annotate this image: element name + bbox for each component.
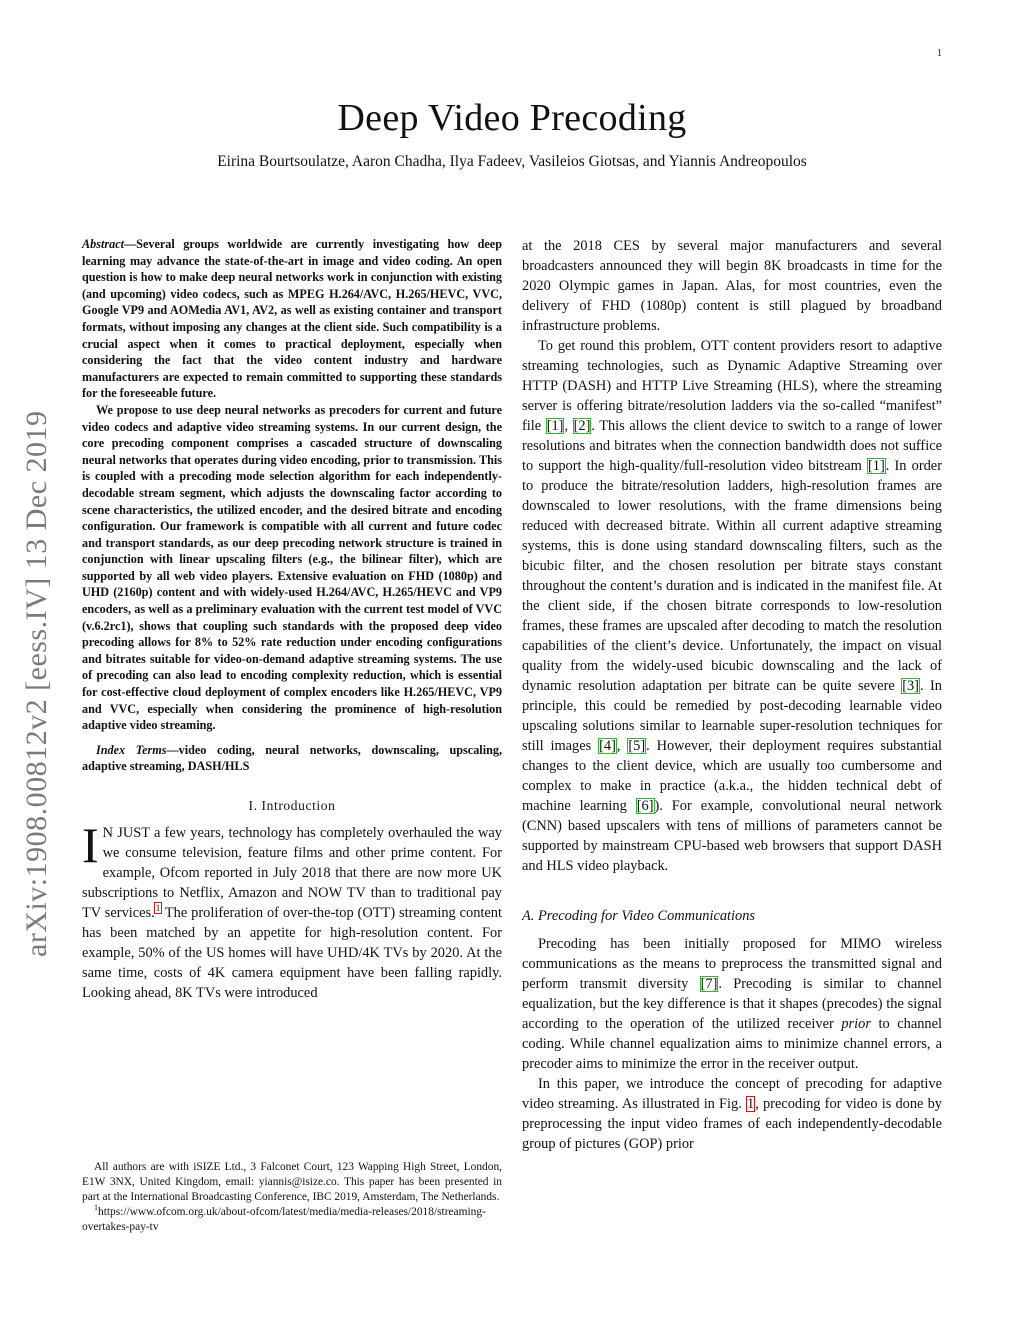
index-terms-label: Index Terms	[96, 742, 167, 757]
citation-link[interactable]: [4]	[599, 738, 616, 754]
footnote-1-url[interactable]: https://www.ofcom.org.uk/about-ofcom/latest/media/media-releases/2018/streaming-overtakes-pay-tv	[82, 1206, 486, 1233]
abstract-paragraph-2: We propose to use deep neural networks as precoders for current and future video codecs and adaptive video streaming systems. In our current design, the core precoding component comprises a cascaded structure of downscaling neural networks that operates during video encoding, prior to transmission. This is coupled with a precoding mode selection algorithm for each independently-decodable stream segment, which adjusts the downscaling factor according to scene characteristics, the utilized encoder, and the desired bitrate and encoding configuration. Our framework is compatible with all current and future codec and transport standards, as our deep precoding network structure is trained in conjunction with linear upscaling filters (e.g., the bilinear filter), which are supported by all web video players. Extensive evaluation on FHD (1080p) and UHD (2160p) content and with widely-used H.264/AVC, H.265/HEVC and VP9 encoders, as well as a preliminary evaluation with the current test model of VVC (v.6.2rc1), shows that coupling such standards with the proposed deep video precoding allows for 8% to 52% rate reduction under encoding configurations and bitrates suitable for video-on-demand adaptive streaming systems. The use of precoding can also lead to encoding complexity reduction, which is essential for cost-effective cloud deployment of complex encoders like H.265/HEVC, VP9 and VVC, especially when considering the prominence of high-resolution adaptive video streaming.	[82, 402, 502, 733]
text-span: . However, their deployment requires substantial changes to the client device, which are usually too cumbersome and complex to make in practice (a.k.a., the hidden technical debt of machine learning	[522, 738, 942, 814]
right-paragraph-4	[522, 1074, 942, 1154]
text-span: . In principle, this could be remedied by post-decoding learnable video upscaling solutions similar to learnable super-resolution techniques for still images	[522, 678, 942, 754]
citation-link[interactable]: [7]	[700, 976, 718, 992]
left-column	[82, 236, 502, 1003]
footnote-1-mark: 1	[94, 1203, 98, 1213]
citation-link[interactable]: [6]	[636, 798, 654, 814]
citation-link[interactable]: [2]	[573, 418, 591, 434]
text-span: ,	[564, 418, 573, 434]
page-number: 1	[937, 48, 942, 59]
right-paragraph-3	[522, 934, 942, 1074]
text-span: To get round this problem, OTT content providers resort to adaptive streaming technologies, such as Dynamic Adaptive Streaming over HTTP (DASH) and HTTP Live Streaming (HLS), where the streaming server is offering bitrate/resolution ladders via the so-called “manifest” file	[522, 338, 942, 434]
intro-paragraph-1	[82, 817, 502, 1003]
intro-text-b: The proliferation of over-the-top (OTT) streaming content has been matched by an appetite for high-resolution content. For example, 50% of the US homes will have UHD/4K TVs by 2020. At the same time, costs of 4K camera equipment have been falling rapidly. Looking ahead, 8K TVs were introduced	[82, 905, 502, 1001]
section-heading-introduction: I. Introduction	[248, 798, 336, 813]
author-affiliation-note: All authors are with iSIZE Ltd., 3 Falconet Court, 123 Wapping High Street, London, E1W 3NX, United Kingdom, email: yiannis@isize.co. This paper has been presented in part at the International Broadcasting Conference, IBC 2019, Amsterdam, The Netherlands.	[82, 1161, 502, 1203]
right-paragraph-2	[522, 336, 942, 876]
text-span: . This allows the client device to switch to a range of lower resolutions and bitrates when the connection bandwidth does not suffice to support the high-quality/full-resolution video bitstream	[522, 418, 942, 474]
citation-link[interactable]: [1]	[546, 418, 564, 434]
text-span: to channel coding. While channel equalization aims to minimize channel errors, a precoder aims to minimize the error in the receiver output.	[522, 1016, 943, 1072]
abstract-text-1: —Several groups worldwide are currently investigating how deep learning may advance the state-of-the-art in image and video coding. An open question is how to make deep neural networks work in conjunction with existing (and upcoming) video codecs, such as MPEG H.264/AVC, H.265/HEVC, VVC, Google VP9 and AOMedia AV1, AV2, as well as existing container and transport formats, without imposing any changes at the client side. Such compatibility is a crucial aspect when it comes to practical deployment, especially when considering the fact that the video content industry and hardware manufacturers are expected to remain committed to supporting these standards for the foreseeable future.	[82, 237, 502, 401]
abstract-label: Abstract	[82, 237, 124, 251]
figure-reference-link[interactable]: 1	[747, 1096, 755, 1112]
text-span: Precoding has been initially proposed for MIMO wireless communications as the means to preprocess the transmitted signal and perform transmit diversity	[522, 936, 942, 992]
subsection-heading-precoding	[522, 908, 942, 925]
subsection-title: Precoding for Video Communications	[538, 908, 756, 924]
paper-title: Deep Video Precoding	[337, 97, 687, 139]
text-span: . Precoding is similar to channel equalization, but the key difference is that it shapes (precodes) the signal according to the operation of the utilized receiver	[522, 976, 942, 1032]
citation-link[interactable]: [1]	[867, 458, 885, 474]
abstract	[82, 236, 502, 775]
footnotes	[82, 1160, 502, 1235]
index-terms-text: —video coding, neural networks, downscaling, upscaling, adaptive streaming, DASH/HLS	[82, 742, 502, 774]
text-span: , precoding for video is done by preprocessing the input video frames of each independently-decodable group of pictures (GOP) prior	[522, 1096, 942, 1152]
author-list: Eirina Bourtsoulatze, Aaron Chadha, Ilya Fadeev, Vasileios Giotsas, and Yiannis Andreopoulos	[217, 153, 807, 170]
citation-link[interactable]: [3]	[902, 678, 919, 694]
text-span: ,	[616, 738, 628, 754]
right-column	[522, 236, 942, 1154]
abstract-paragraph-1	[82, 236, 502, 402]
right-paragraph-1: at the 2018 CES by several major manufacturers and several broadcasters announced they will begin 8K broadcasts in time for the 2020 Olympic games in Japan. Alas, for most countries, even the delivery of FHD (1080p) content is still plagued by broadband infrastructure problems.	[522, 238, 942, 334]
index-terms	[82, 742, 502, 775]
drop-cap: I	[82, 817, 99, 873]
citation-link[interactable]: [5]	[628, 738, 646, 754]
arxiv-identifier-stamp: arXiv:1908.00812v2 [eess.IV] 13 Dec 2019	[20, 410, 53, 957]
subsection-label: A.	[522, 908, 535, 924]
footnote-1	[82, 1205, 502, 1235]
emphasis-prior: prior	[841, 1016, 871, 1032]
footnote-1-link[interactable]: 1	[155, 903, 161, 914]
text-span: . In order to produce the bitrate/resolution ladders, high-resolution frames are downscaled to lower resolutions, with the frame dimensions being reduced with decreased bitrate. Within all current adaptive streaming systems, this is done using standard downscaling filters, such as the bicubic filter, and the chosen resolution per bitrate stays constant throughout the content’s duration and is indicated in the manifest file. At the client side, if the chosen bitrate corresponds to low-resolution frames, these frames are upscaled after decoding to match the resolution capabilities of the client’s device. Unfortunately, the impact on visual quality from the widely-used bicubic downscaling and the lack of dynamic resolution adaptation per bitrate can be quite severe	[522, 458, 942, 694]
intro-text-a: N JUST a few years, technology has completely overhauled the way we consume television, feature films and other prime content. For example, Ofcom reported in July 2018 that there are now more UK subscriptions to Netflix, Amazon and NOW TV than to traditional pay TV services.	[82, 825, 502, 921]
text-span: ). For example, convolutional neural network (CNN) based upscalers with tens of millions of parameters cannot be supported by mainstream CPU-based web browsers that support DASH and HLS video playback.	[522, 798, 942, 874]
text-span: In this paper, we introduce the concept of precoding for adaptive video streaming. As illustrated in Fig.	[522, 1076, 942, 1112]
